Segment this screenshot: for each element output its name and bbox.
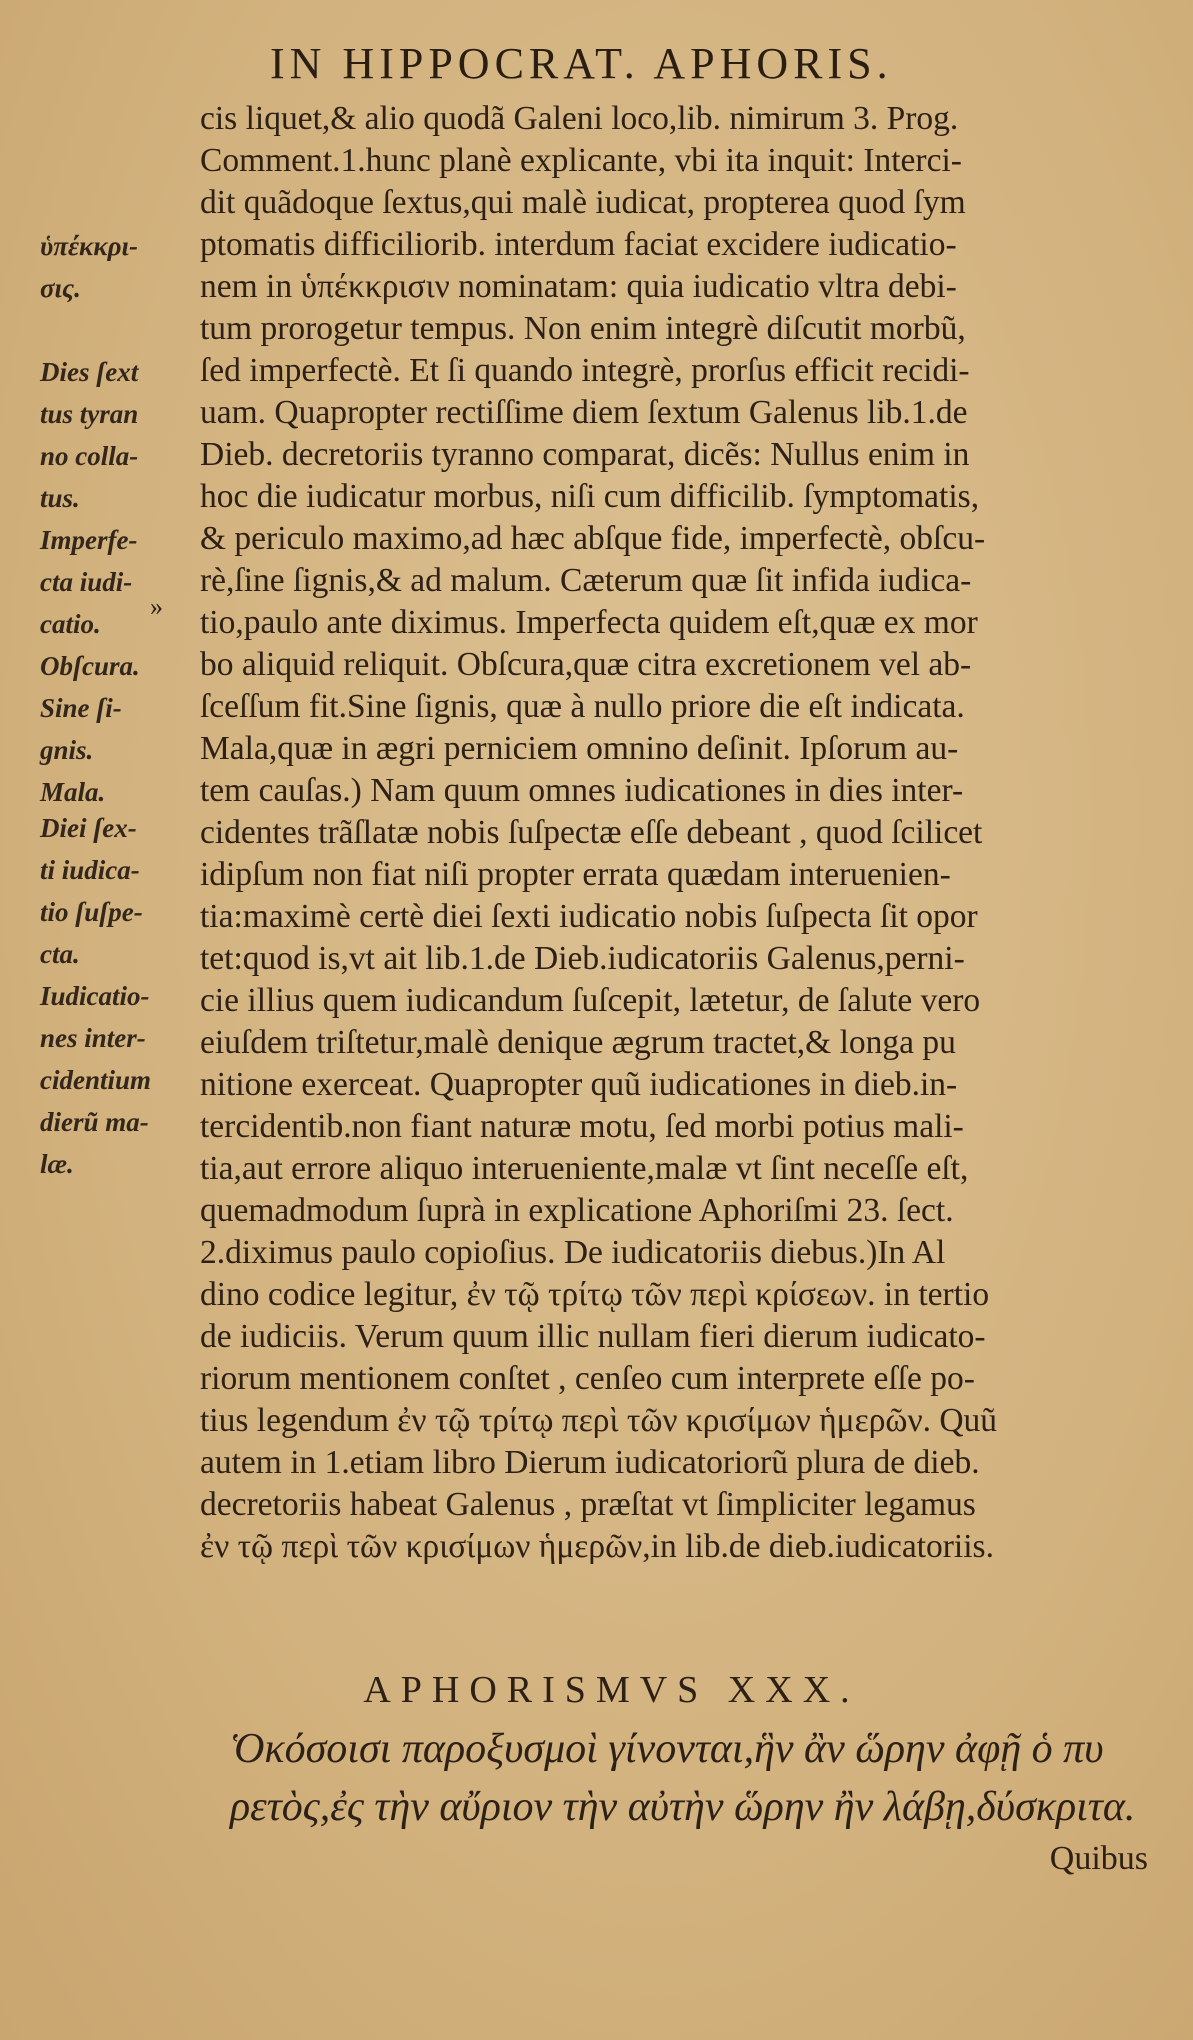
margin-note: gnis. <box>40 735 94 765</box>
margin-note: tus. <box>40 483 80 513</box>
text-line: tum prorogetur tempus. Non enim integrè diſcutit morbũ, <box>200 310 966 347</box>
text-line: cie illius quem iudicandum ſuſcepit, lætetur, de ſalute vero <box>200 982 981 1019</box>
margin-note: dierũ ma- <box>40 1107 149 1137</box>
text-line: quemadmodum ſuprà in explicatione Aphoriſmi 23. ſect. <box>200 1192 954 1229</box>
margin-note: σις. <box>40 273 81 303</box>
margin-note: Iudicatio- <box>40 981 150 1011</box>
text-line: cidentes trãſlatæ nobis ſuſpectæ eſſe debeant , quod ſcilicet <box>200 814 983 851</box>
text-line: & periculo maximo,ad hæc abſque fide, imperfectè, obſcu- <box>200 520 986 557</box>
text-line: uam. Quapropter rectiſſime diem ſextum Galenus lib.1.de <box>200 394 968 431</box>
margin-note: Obſcura. <box>40 651 140 681</box>
commentary-text <box>200 98 1160 1568</box>
margin-note: ὑπέκκρι- <box>40 231 139 261</box>
text-line: cis liquet,& alio quodã Galeni loco,lib. nimirum 3. Prog. <box>200 100 959 137</box>
catchword: Quibus <box>1049 1840 1148 1877</box>
text-line: ſceſſum fit.Sine ſignis, quæ à nullo priore die eſt indicata. <box>200 688 965 725</box>
margin-note: Dies ſext <box>40 357 139 387</box>
margin-note: nes inter- <box>40 1023 146 1053</box>
text-line: eiuſdem triſtetur,malè denique ægrum tractet,& longa pu <box>200 1024 956 1061</box>
text-line: hoc die iudicatur morbus, niſi cum difficilib. ſymptomatis, <box>200 478 980 515</box>
margin-note: catio. <box>40 609 101 639</box>
margin-note: ti iudica- <box>40 855 140 885</box>
margin-note: Mala. <box>40 777 106 807</box>
margin-note: cidentium <box>40 1065 152 1095</box>
quote-marker: » <box>150 592 163 621</box>
text-line: Mala,quæ in ægri perniciem omnino deſinit. Ipſorum au- <box>200 730 959 767</box>
margin-note: cta. <box>40 939 80 969</box>
text-line: Comment.1.hunc planè explicante, vbi ita inquit: Interci- <box>200 142 962 179</box>
margin-note: læ. <box>40 1149 74 1179</box>
text-line: autem in 1.etiam libro Dierum iudicatoriorũ plura de dieb. <box>200 1444 980 1481</box>
text-line: riorum mentionem conſtet , cenſeo cum interprete eſſe po- <box>200 1360 975 1397</box>
text-line: dit quãdoque ſextus,qui malè iudicat, propterea quod ſym <box>200 184 966 221</box>
margin-note: cta iudi- <box>40 567 133 597</box>
text-line: 2.diximus paulo copioſius. De iudicatoriis diebus.)In Al <box>200 1234 946 1271</box>
text-line: rè,ſine ſignis,& ad malum. Cæterum quæ ſit infida iudica- <box>200 562 972 599</box>
greek-line: Ὁκόσοισι παροξυσμοὶ γίνονται,ἣν ἂν ὥρην ἀφῇ ὁ πυ <box>230 1726 1104 1772</box>
aphorism-title: APHORISMVS XXX. <box>363 1669 860 1711</box>
text-line: Dieb. decretoriis tyranno comparat, dicẽs: Nullus enim in <box>200 436 970 473</box>
text-line: tia:maximè certè diei ſexti iudicatio nobis ſuſpecta ſit opor <box>200 898 978 935</box>
text-line: tercidentib.non fiant naturæ motu, ſed morbi potius mali- <box>200 1108 964 1145</box>
text-line: idipſum non fiat niſi propter errata quædam interuenien- <box>200 856 951 893</box>
text-line: tio,paulo ante diximus. Imperfecta quidem eſt,quæ ex mor <box>200 604 978 641</box>
text-line: tem cauſas.) Nam quum omnes iudicationes in dies inter- <box>200 772 964 809</box>
margin-note: tus tyran <box>40 399 139 429</box>
text-line: tia,aut errore aliquo interueniente,malæ vt ſint neceſſe eſt, <box>200 1150 969 1187</box>
text-line: decretoriis habeat Galenus , præſtat vt ſimpliciter legamus <box>200 1486 976 1523</box>
greek-aphorism-text <box>230 1720 1170 1836</box>
text-line: de iudiciis. Verum quum illic nullam fieri dierum iudicato- <box>200 1318 986 1355</box>
margin-note: Diei ſex- <box>40 813 137 843</box>
text-line: nem in ὑπέκκρισιν nominatam: quia iudicatio vltra debi- <box>200 268 957 305</box>
greek-line: ρετὸς,ἐς τὴν αὔριον τὴν αὐτὴν ὥρην ἢν λάβῃ,δύσκριτα. <box>230 1784 1136 1830</box>
running-title: IN HIPPOCRAT. APHORIS. <box>270 39 893 88</box>
text-line: tius legendum ἐν τῷ τρίτῳ περὶ τῶν κρισίμων ἡμερῶν. Quũ <box>200 1402 998 1439</box>
margin-note: Imperfe- <box>40 525 138 555</box>
text-line: bo aliquid reliquit. Obſcura,quæ citra excretionem vel ab- <box>200 646 972 683</box>
text-line: ſed imperfectè. Et ſi quando integrè, prorſus efficit recidi- <box>200 352 970 389</box>
text-line: tet:quod is,vt ait lib.1.de Dieb.iudicatoriis Galenus,perni- <box>200 940 965 977</box>
margin-note: no colla- <box>40 441 139 471</box>
text-line: nitione exerceat. Quapropter quũ iudicationes in dieb.in- <box>200 1066 958 1103</box>
text-line: dino codice legitur, ἐν τῷ τρίτῳ τῶν περὶ κρίσεων. in tertio <box>200 1276 990 1313</box>
margin-note: Sine ſi- <box>40 693 122 723</box>
text-line: ἐν τῷ περὶ τῶν κρισίμων ἡμερῶν,in lib.de dieb.iudicatoriis. <box>200 1528 994 1565</box>
text-line: ptomatis difficiliorib. interdum faciat excidere iudicatio- <box>200 226 957 263</box>
margin-note: tio ſuſpe- <box>40 897 143 927</box>
